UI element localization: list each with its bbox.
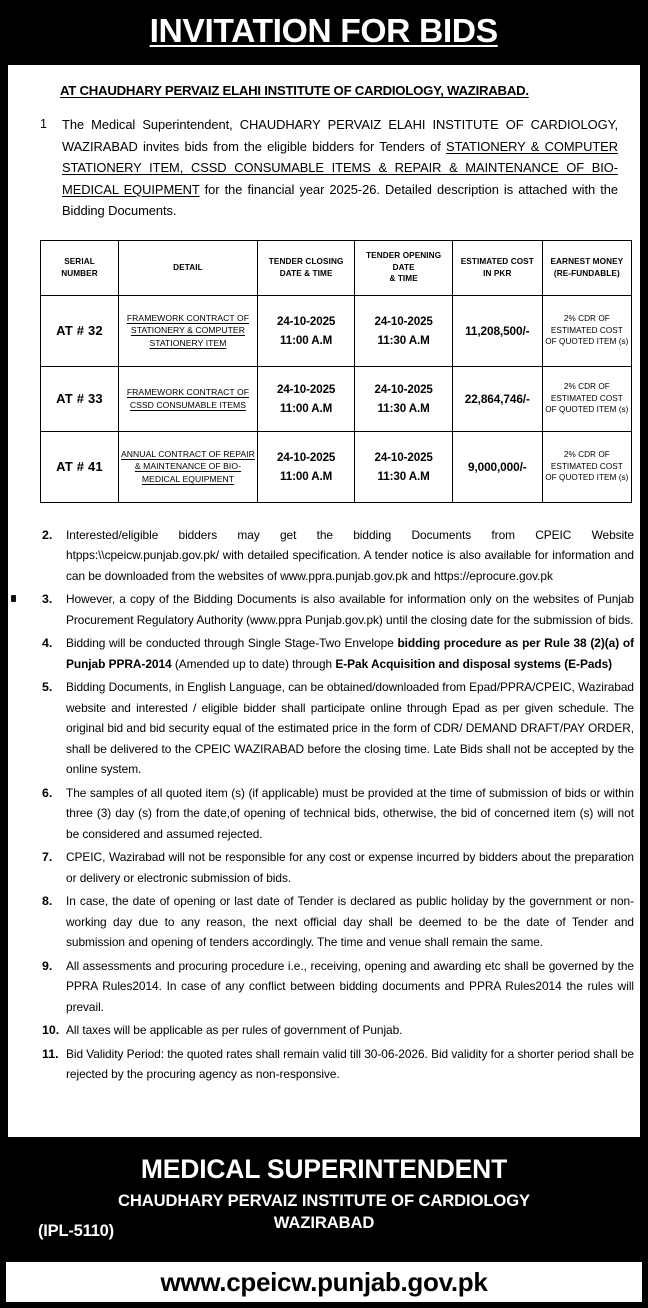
opening-time: 11:30 A.M — [377, 401, 430, 415]
cell-closing — [257, 431, 355, 502]
clause-text: All taxes will be applicable as per rules of government of Punjab. — [66, 1023, 403, 1037]
clause-text: However, a copy of the Bidding Documents is also available for information only on the websites of Punjab Procurement Regulatory Authority (www.ppra Punjab.gov.pk) until the closing date for the submission of bids. — [66, 592, 634, 627]
cell-earnest-money: 2% CDR OF ESTIMATED COST OF QUOTED ITEM (s) — [542, 431, 631, 502]
clause-list — [40, 525, 634, 1085]
table-header-row — [41, 240, 632, 295]
opening-date: 24-10-2025 — [374, 382, 433, 396]
clause-item — [40, 1020, 634, 1041]
cell-earnest-money: 2% CDR OF ESTIMATED COST OF QUOTED ITEM (s) — [542, 295, 631, 366]
header-line-1: EARNEST MONEY — [550, 257, 624, 266]
column-header-serial — [41, 240, 119, 295]
header-line-2: (RE-FUNDABLE) — [553, 268, 620, 278]
header-line-1: TENDER OPENING DATE — [366, 251, 442, 272]
cell-detail: FRAMEWORK CONTRACT OF STATIONERY & COMPUTER STATIONERY ITEM — [119, 295, 258, 366]
clause-text: Interested/eligible bidders may get the bidding Documents from CPEIC Website htpps:\\cpeicw.punjab.gov.pk/ with detailed specification. A tender notice is also available for information and can be downloaded from the websites of www.ppra.punjab.gov.pk and https://eprocure.gov.pk — [66, 527, 634, 583]
closing-time: 11:00 A.M — [280, 401, 333, 415]
clause-text: All assessments and procuring procedure i.e., receiving, opening and awarding etc shall be governed by the PPRA Rules2014. In case of any conflict between bidding documents and PPRA Rules2014 the rules will prevail. — [66, 958, 634, 1014]
clause-number: 5. — [42, 680, 53, 694]
column-header-detail — [119, 240, 258, 295]
scan-artifact-speck — [11, 595, 16, 602]
clause-text-bold-2: E-Pak Acquisition and disposal systems (E-Pads) — [335, 656, 613, 671]
clause-item — [40, 783, 634, 845]
page-title: INVITATION FOR BIDS — [149, 12, 499, 49]
signatory-city: WAZIRABAD — [273, 1213, 375, 1232]
cell-detail: ANNUAL CONTRACT OF REPAIR & MAINTENANCE OF BIO-MEDICAL EQUIPMENT — [119, 431, 258, 502]
clause-text — [66, 633, 634, 674]
bids-table — [40, 240, 632, 503]
cell-closing — [257, 295, 355, 366]
clause-number: 11. — [42, 1046, 59, 1061]
signatory-organization: CHAUDHARY PERVAIZ INSTITUTE OF CARDIOLOGY — [118, 1191, 530, 1210]
intro-paragraph — [40, 114, 618, 222]
column-header-earnest — [542, 240, 631, 295]
cell-opening — [355, 366, 453, 431]
header-line-1: TENDER CLOSING — [268, 257, 344, 266]
clause-number: 9. — [42, 958, 53, 973]
clause-text: CPEIC, Wazirabad will not be responsible for any cost or expense incurred by bidders about the preparation or delivery or electronic submission of bids. — [66, 850, 634, 885]
header-line-1: DETAIL — [173, 262, 203, 272]
column-header-closing — [257, 240, 355, 295]
clause-item — [40, 589, 634, 630]
clause-number: 8. — [42, 894, 53, 908]
clause-item — [40, 677, 634, 780]
closing-date: 24-10-2025 — [276, 450, 336, 464]
closing-date: 24-10-2025 — [276, 382, 336, 396]
ipl-reference-code: (IPL-5110) — [38, 1222, 114, 1240]
clause-text-pre: Bidding will be conducted through Single Stage-Two Envelope — [66, 636, 398, 650]
column-header-opening — [355, 240, 453, 295]
clause-number: 4. — [42, 636, 53, 650]
closing-date: 24-10-2025 — [276, 314, 336, 328]
website-url[interactable]: www.cpeicw.punjab.gov.pk — [160, 1266, 488, 1297]
intro-number: 1 — [40, 117, 47, 131]
intro-segment-1: The Medical Superintendent, CHAUDHARY PERVAIZ ELAHI INSTITUTE OF CARDIOLOGY, WAZIRABAD invites bids from the eligible bidders for Tenders of — [62, 117, 618, 154]
clause-number: 2. — [42, 527, 53, 542]
cell-opening — [355, 295, 453, 366]
signatory-designation: MEDICAL SUPERINTENDENT — [140, 1154, 508, 1184]
cell-detail: FRAMEWORK CONTRACT OF CSSD CONSUMABLE ITEMS — [119, 366, 258, 431]
cell-serial: AT # 32 — [41, 295, 119, 366]
table-row — [41, 366, 632, 431]
notice-body-panel — [8, 65, 640, 1137]
header-line-2: IN PKR — [483, 268, 512, 278]
table-row — [41, 295, 632, 366]
cell-opening — [355, 431, 453, 502]
cell-serial: AT # 41 — [41, 431, 119, 502]
cell-serial: AT # 33 — [41, 366, 119, 431]
clause-text-bold-1: bidding procedure as per Rule 38 (2)(a) of Punjab PPRA-2014 — [66, 636, 635, 671]
header-banner — [0, 0, 648, 62]
clause-number: 10. — [42, 1023, 60, 1037]
clause-number: 6. — [42, 785, 53, 800]
clause-number: 7. — [42, 850, 53, 864]
clause-item — [40, 891, 634, 953]
clause-text: The samples of all quoted item (s) (if applicable) must be provided at the time of submission of bids or within three (3) day (s) from the date,of opening of technical bids, otherwise, the bid of concerned item (s) will not be considered and assumed rejected. — [66, 785, 634, 841]
cell-estimated-cost: 11,208,500/- — [452, 295, 542, 366]
clause-text: In case, the date of opening or last date of Tender is declared as public holiday by the government or non-working day due to any reason, the next official day shall be deemed to be the date of Tender and submission and opening of tenders accordingly. The time and venue shall remain the same. — [66, 894, 634, 949]
header-line-2: DATE & TIME — [279, 268, 333, 278]
clause-text-mid: (Amended up to date) through — [174, 656, 336, 671]
closing-time: 11:00 A.M — [280, 333, 333, 347]
column-header-cost — [452, 240, 542, 295]
clause-item — [40, 847, 634, 888]
cell-earnest-money: 2% CDR OF ESTIMATED COST OF QUOTED ITEM (s) — [542, 366, 631, 431]
institute-subheading: AT CHAUDHARY PERVAIZ ELAHI INSTITUTE OF CARDIOLOGY, WAZIRABAD. — [60, 83, 529, 98]
cell-closing — [257, 366, 355, 431]
clause-text: Bid Validity Period: the quoted rates shall remain valid till 30-06-2026. Bid validity for a shorter period shall be rejected by the procuring agency as non-responsive. — [66, 1046, 634, 1081]
opening-date: 24-10-2025 — [374, 450, 433, 464]
clause-item — [40, 956, 634, 1018]
bids-table-wrapper — [40, 240, 632, 503]
clause-item — [40, 525, 634, 587]
closing-time: 11:00 A.M — [280, 469, 333, 483]
cell-estimated-cost: 9,000,000/- — [452, 431, 542, 502]
opening-time: 11:30 A.M — [377, 469, 430, 483]
cell-estimated-cost: 22,864,746/- — [452, 366, 542, 431]
clause-item — [40, 1044, 634, 1085]
intro-tender-names: STATIONERY & COMPUTER STATIONERY ITEM, CSSD CONSUMABLE ITEMS & REPAIR & MAINTENANCE OF BIO-MEDICAL EQUIPMENT — [62, 138, 618, 197]
signature-block — [0, 1140, 648, 1260]
clause-item — [40, 633, 634, 674]
website-strip — [6, 1262, 642, 1302]
clause-number: 3. — [42, 592, 53, 606]
intro-text — [62, 114, 618, 222]
intro-segment-3: for the financial year 2025-26. Detailed description is attached with the Bidding Documents. — [62, 181, 618, 218]
header-line-1: SERIAL — [64, 257, 95, 266]
header-line-2: & TIME — [389, 274, 418, 284]
opening-date: 24-10-2025 — [374, 314, 433, 328]
opening-time: 11:30 A.M — [377, 333, 430, 347]
clause-text: Bidding Documents, in English Language, can be obtained/downloaded from Epad/PPRA/CPEIC, Wazirabad website and interested / eligible bidder shall participate online through Epad as per given schedule. The original bid and bid security equal of the estimated price in the form of CDR/ DEMAND DRAFT/PAY ORDER, shall be delivered to the CPEIC WAZIRABAD before the closing time. Late Bids shall not be accepted by the online system. — [66, 680, 634, 776]
header-line-1: ESTIMATED COST — [460, 257, 534, 266]
header-line-2: NUMBER — [61, 268, 98, 278]
table-row — [41, 431, 632, 502]
